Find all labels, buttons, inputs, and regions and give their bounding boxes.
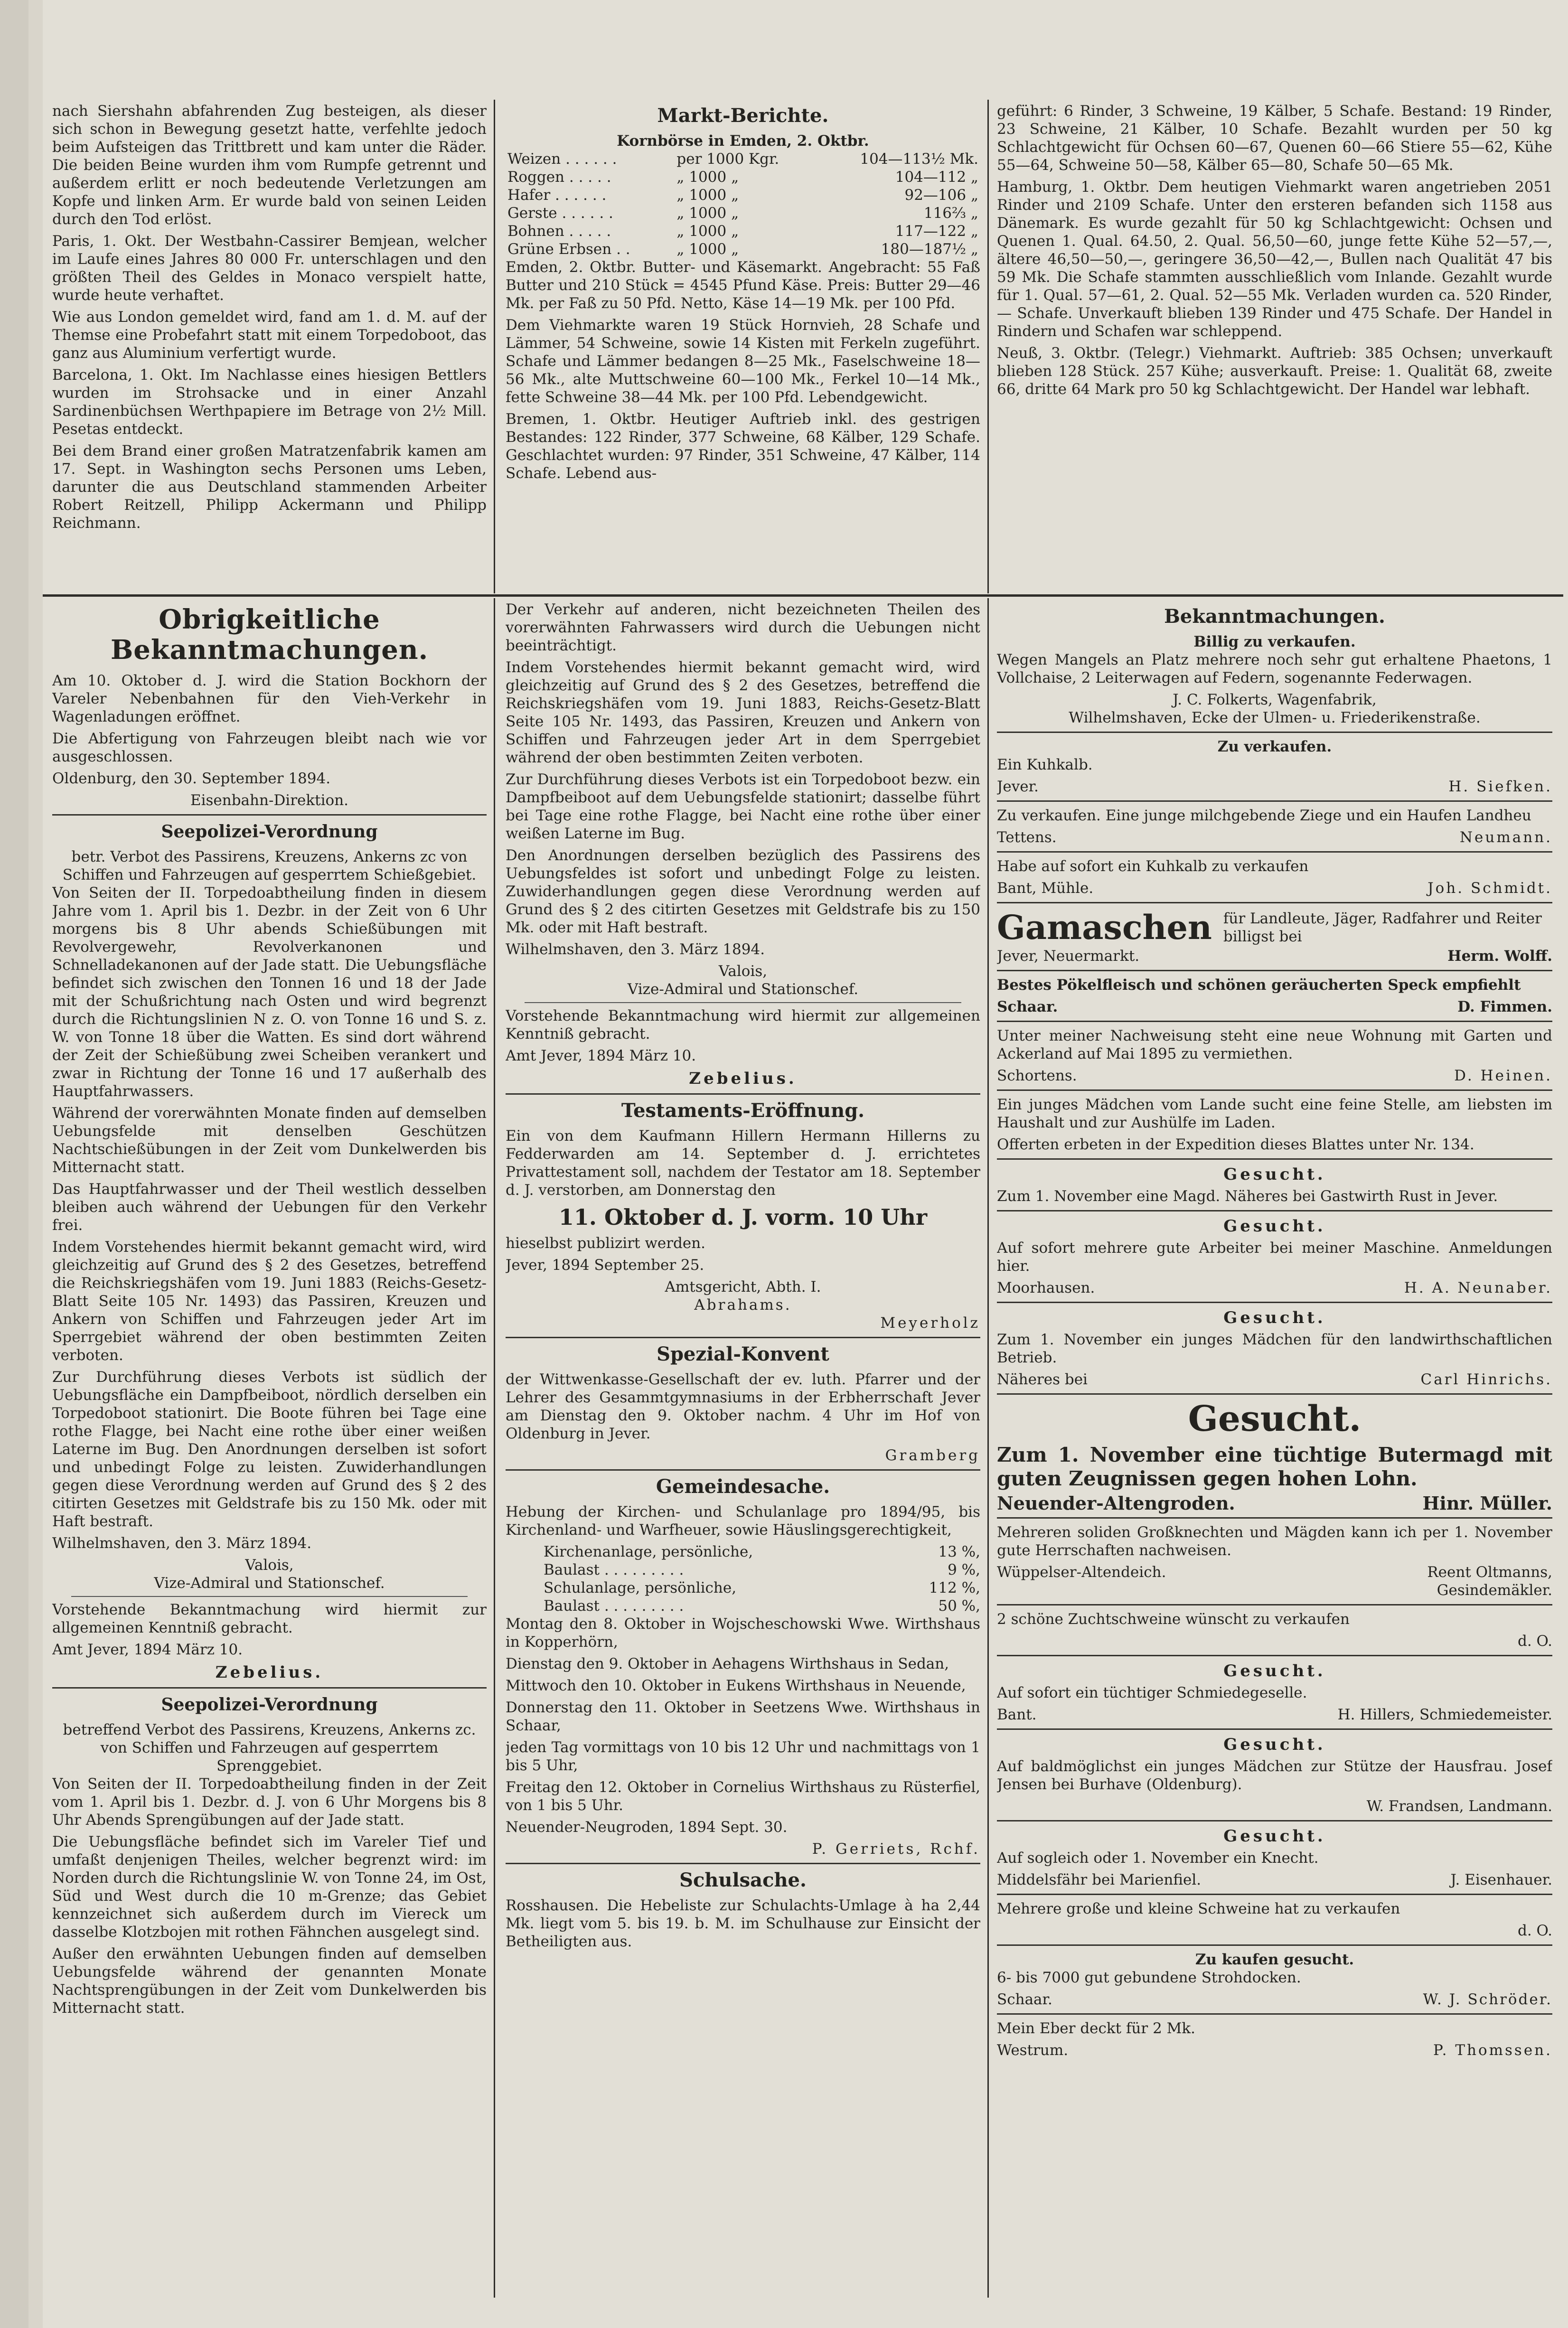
ad-footer: Neuender-Altengroden. Hinr. Müller.: [997, 1493, 1552, 1514]
notice-date: Neuender-Neugroden, 1894 Sept. 30.: [506, 1819, 788, 1836]
divider: [997, 1158, 1552, 1160]
notice-signature: Valois,: [718, 963, 768, 980]
ad-heading: Zu kaufen gesucht.: [1195, 1951, 1354, 1968]
market-title: Markt-Berichte.: [657, 104, 829, 127]
notice-date: Wilhelmshaven, den 3. März 1894.: [506, 941, 765, 958]
divider: [525, 1002, 961, 1003]
grain-price-table: [506, 150, 980, 258]
ad-heading: Billig zu verkaufen.: [1193, 633, 1356, 650]
ad-text: Mehrere große und kleine Schweine hat zu verkaufen: [997, 1900, 1400, 1917]
notice-paragraph: Hebung der Kirchen- und Schulanlage pro 1894/95, bis Kirchenland- und Warfheuer, sowie Häuslingsgerechtigkeit,: [506, 1503, 980, 1539]
sea-police-title: Seepolizei-Verordnung: [161, 1695, 378, 1715]
ad-heading: Gesucht.: [1223, 1662, 1326, 1680]
divider: [506, 1337, 980, 1338]
notice-date: Jever, 1894 September 25.: [506, 1257, 704, 1274]
column-rule: [987, 598, 989, 2298]
notice-paragraph: Das Hauptfahrwasser und der Theil westlich desselben bleiben auch während der Uebungen für den Verkehr frei.: [52, 1181, 487, 1234]
ad-footer: Schaar. W. J. Schröder.: [997, 1991, 1552, 2008]
ad-text: Zum 1. November eine Magd. Näheres bei Gastwirth Rust in Jever.: [997, 1188, 1498, 1205]
notice-paragraph: Von Seiten der II. Torpedoabtheilung finden in der Zeit vom 1. April bis 1. Dezbr. d. J. von 6 Uhr Morgens bis 8 Uhr Abends Sprengübungen auf der Jade statt.: [52, 1775, 487, 1829]
divider: [997, 970, 1552, 971]
market-paragraph: Neuß, 3. Oktbr. (Telegr.) Viehmarkt. Auftrieb: 385 Ochsen; unverkauft blieben 128 Stück. 257 Kühe; ausverkauft. Preise: 1. Qualität 68, zweite 66, dritte 64 Mark pro 50 kg Schlachtgewicht. Der Handel war lebhaft.: [997, 345, 1552, 398]
ad-footer: Jever, Neuermarkt. Herm. Wolff.: [997, 948, 1552, 965]
divider: [997, 1604, 1552, 1605]
notice-signature: Valois,: [245, 1557, 294, 1574]
divider: [997, 1089, 1552, 1091]
sea-police-title: Seepolizei-Verordnung: [161, 822, 378, 842]
ad-text: 2 schöne Zuchtschweine wünscht zu verkaufen: [997, 1611, 1350, 1628]
ad-heading: Zu verkaufen.: [1217, 738, 1332, 755]
list-item: Baulast . . . . . . . . . 9 %,: [544, 1561, 980, 1578]
notice-paragraph: Den Anordnungen derselben bezüglich des Passirens des Uebungsfeldes ist sofort und unbedingt Folge zu leisten. Zuwiderhandlungen gegen diese Verordnung werden auf Grund des § 2 des citirten Gesetzes mit Geldstrafe bis zu 150 Mk. oder mit Haft bestraft.: [506, 847, 980, 936]
newspaper-page: [43, 0, 1568, 2328]
notice-paragraph: Freitag den 12. Oktober in Cornelius Wirthshaus zu Rüsterfiel, von 1 bis 5 Uhr.: [506, 1779, 980, 1814]
notice-paragraph: Am 10. Oktober d. J. wird die Station Bockhorn der Vareler Nebenbahnen für den Vieh-Verkehr in Wagenladungen eröffnet.: [52, 672, 487, 725]
notice-paragraph: Ein von dem Kaufmann Hillern Hermann Hillerns zu Fedderwarden am 14. September d. J. errichtetes Privattestament soll, nachdem der Testator am 18. September d. J. verstorben, am Donnerstag den: [506, 1127, 980, 1199]
divider: [71, 1596, 468, 1597]
ad-footer: Näheres bei Carl Hinrichs.: [997, 1371, 1552, 1388]
ad-text: Auf sofort ein tüchtiger Schmiedegeselle.: [997, 1684, 1307, 1701]
market-paragraph: Bremen, 1. Oktbr. Heutiger Auftrieb inkl. des gestrigen Bestandes: 122 Rinder, 377 Schweine, 68 Kälber, 129 Schafe. Geschlachtet wurden: 97 Rinder, 351 Schweine, 47 Kälber, 114 Schafe. Lebend aus-: [506, 411, 980, 482]
ad-text: 6- bis 7000 gut gebundene Strohdocken.: [997, 1969, 1301, 1986]
notice-paragraph: Dienstag den 9. Oktober in Aehagens Wirthshaus in Sedan,: [506, 1655, 949, 1672]
ad-heading: Gesucht.: [1223, 1827, 1326, 1846]
official-notices-title: Obrigkeitliche Bekanntmachungen.: [110, 604, 429, 666]
ad-heading: Gesucht.: [1223, 1735, 1326, 1754]
notice-paragraph: Vorstehende Bekanntmachung wird hiermit zur allgemeinen Kenntniß gebracht.: [506, 1007, 980, 1042]
divider: [52, 814, 487, 816]
notice-signature-title: Vize-Admiral und Stationschef.: [154, 1575, 385, 1592]
levy-list: [506, 1543, 980, 1615]
sea-police-subtitle: betreffend Verbot des Passirens, Kreuzens, Ankerns zc. von Schiffen und Fahrzeugen auf gesperrtem Sprenggebiet.: [63, 1721, 476, 1774]
table-row: Hafer . . . . . . „ 1000 „ 92—106 „: [507, 187, 978, 204]
notice-paragraph: Die Uebungsfläche befindet sich im Vareler Tief und umfaßt denjenigen Theiles, welcher begrenzt wird: im Norden durch die Richtungslinie W. von Tonne 24, im Ost, Süd und West durch die 10 m-Grenze; das Gebiet kennzeichnet sich außerdem durch im Viereck um dasselbe Klotzbojen mit rothen Fähnchen ausgelegt sind.: [52, 1833, 487, 1941]
notice-paragraph: Vorstehende Bekanntmachung wird hiermit zur allgemeinen Kenntniß gebracht.: [52, 1601, 487, 1636]
ad-heading: Gamaschen: [997, 908, 1212, 947]
ad-text: Unter meiner Nachweisung steht eine neue Wohnung mit Garten und Ackerland auf Mai 1895 zu vermiethen.: [997, 1027, 1552, 1062]
notice-paragraph: Mittwoch den 10. Oktober in Eukens Wirthshaus in Neuende,: [506, 1677, 966, 1694]
notice-date: Amt Jever, 1894 März 10.: [52, 1641, 243, 1658]
court-name: Amtsgericht, Abth. I.: [665, 1278, 821, 1295]
divider: [997, 1021, 1552, 1022]
divider: [997, 1302, 1552, 1303]
market-subtitle: Kornbörse in Emden, 2. Oktbr.: [617, 132, 869, 150]
list-item: Kirchenanlage, persönliche, 13 %,: [544, 1543, 980, 1560]
market-reports: [506, 100, 980, 591]
divider: [997, 902, 1552, 903]
notice-paragraph: Indem Vorstehendes hiermit bekannt gemacht wird, wird gleichzeitig auf Grund des § 2 des Gesetzes, betreffend die Reichskriegshäfen vom 19. Juni 1883 (Reichs-Gesetz-Blatt Seite 105 Nr. 1493) das Passiren, Kreuzen und Ankern von Schiffen und Fahrzeugen jeder Art im Sperrgebiet während der oben bestimmten Zeiten verboten.: [52, 1239, 487, 1364]
ad-signature: W. Frandsen, Landmann.: [1366, 1798, 1552, 1815]
divider: [997, 1944, 1552, 1946]
notice-paragraph: Außer den erwähnten Uebungen finden auf demselben Uebungsfelde während der genannten Monate Nachtsprengübungen in der Zeit vom Dunkelwerden bis Mitternacht statt.: [52, 1945, 487, 2017]
notice-signature: Meyerholz: [880, 1314, 980, 1332]
divider: [997, 1894, 1552, 1895]
notices-column-2: [506, 601, 980, 2295]
notice-paragraph: jeden Tag vormittags von 10 bis 12 Uhr und nachmittags von 1 bis 5 Uhr,: [506, 1739, 980, 1774]
ad-footer: Tettens. Neumann.: [997, 829, 1552, 846]
ad-footer: Bant. H. Hillers, Schmiedemeister.: [997, 1706, 1552, 1723]
notice-signature: Zebelius.: [215, 1663, 324, 1682]
sea-police-subtitle: betr. Verbot des Passirens, Kreuzens, Ankerns zc von Schiffen und Fahrzeugen auf gesperrtem Schießgebiet.: [62, 848, 477, 883]
news-paragraph: nach Siershahn abfahrenden Zug besteigen, als dieser sich schon in Bewegung gesetzt hatte, verfehlte jedoch beim Aufsteigen das Trittbrett und kam unter die Räder. Die beiden Beine wurden ihm vom Rumpfe getrennt und außerdem erlitt er noch bedeutende Verletzungen am Kopfe und linken Arm. Er wurde bald von seinen Leiden durch den Tod erlöst.: [52, 103, 487, 228]
market-paragraph: geführt: 6 Rinder, 3 Schweine, 19 Kälber, 5 Schafe. Bestand: 19 Rinder, 23 Schweine, 21 Kälber, 10 Schafe. Bezahlt wurden per 50 kg Schlachtgewicht für Ochsen 60—67, Quenen 60—66 Stiere 55—62, Kühe 55—64, Schweine 50—58, Kälber 65—80, Schafe 50—65 Mk.: [997, 103, 1552, 174]
divider: [997, 1820, 1552, 1821]
notice-paragraph: Montag den 8. Oktober in Wojscheschowski Wwe. Wirthshaus in Kopperhörn,: [506, 1615, 980, 1651]
divider: [997, 800, 1552, 802]
ad-text: Ein Kuhkalb.: [997, 756, 1093, 773]
notice-paragraph: Während der vorerwähnten Monate finden auf demselben Uebungsfelde mit denselben Geschützen Nachtschießübungen in der Zeit vom Dunkelwerden bis Mitternacht statt.: [52, 1105, 487, 1176]
divider: [997, 1655, 1552, 1656]
list-item: Schulanlage, persönliche, 112 %,: [544, 1579, 980, 1596]
ad-text: Habe auf sofort ein Kuhkalb zu verkaufen: [997, 858, 1309, 875]
advertisements-column: [997, 601, 1552, 2295]
ad-footer: Westrum. P. Thomssen.: [997, 2042, 1552, 2059]
ad-footer: Jever. H. Siefken.: [997, 778, 1552, 795]
table-row: Bohnen . . . . . „ 1000 „ 117—122 „: [507, 223, 978, 240]
ad-text: Mein Eber deckt für 2 Mk.: [997, 2020, 1196, 2037]
binding-gutter: [0, 0, 30, 2328]
ad-address: Wilhelmshaven, Ecke der Ulmen- u. Friederikenstraße.: [1069, 709, 1481, 726]
judge-name: Abrahams.: [694, 1296, 792, 1314]
divider: [997, 732, 1552, 733]
divider: [52, 1687, 487, 1689]
news-paragraph: Barcelona, 1. Okt. Im Nachlasse eines hiesigen Bettlers wurden im Strohsacke und in einer Anzahl Sardinenbüchsen Werthpapiere im Betrage von 2½ Mill. Pesetas entdeckt.: [52, 366, 487, 438]
column-rule: [987, 100, 989, 593]
ad-text: Auf baldmöglichst ein junges Mädchen zur Stütze der Hausfrau. Josef Jensen bei Burhave (Oldenburg).: [997, 1758, 1552, 1793]
notice-signature: Zebelius.: [689, 1069, 797, 1088]
divider: [506, 1469, 980, 1471]
notice-paragraph: Von Seiten der II. Torpedoabtheilung finden in diesem Jahre vom 1. April bis 1. Dezbr. in der Zeit von 6 Uhr morgens bis 8 Uhr abends Schießübungen mit Revolvergewehr, Revolverkanonen und Schnelladekanonen auf der Jade statt. Die Uebungsfläche befindet sich zwischen den Tonnen 16 und 18 der Jade mit der Schußrichtung nach Osten und wird begrenzt durch die Richtungslinien N z. O. von Tonne 16 und S. z. W. von Tonne 18 über die Watten. Es sind dort während der Zeit der Schießübung zwei Scheiben verankert und zwar in Richtung der Tonne 16 und 17 außerhalb des Hauptfahrwassers.: [52, 884, 487, 1100]
divider: [997, 851, 1552, 853]
news-paragraph: Paris, 1. Okt. Der Westbahn-Cassirer Bemjean, welcher im Laufe eines Jahres 80 000 Fr. unterschlagen und den größten Theil des Geldes in Monaco verspielt hatte, wurde heute verhaftet.: [52, 233, 487, 304]
market-paragraph: Dem Viehmarkte waren 19 Stück Hornvieh, 28 Schafe und Lämmer, 54 Schweine, sowie 14 Kisten mit Ferkeln zugeführt. Schafe und Lämmer bedangen 8—25 Mk., Faselschweine 18—56 Mk., alte Muttschweine 60—100 Mk., Ferkel 10—14 Mk., fette Schweine 38—44 Mk. per 100 Pfd. Lebendgewicht.: [506, 317, 980, 406]
section-rule: [43, 594, 1563, 597]
ads-title: Bekanntmachungen.: [1164, 605, 1385, 628]
convent-title: Spezial-Konvent: [657, 1343, 829, 1365]
ad-heading: Gesucht.: [1223, 1165, 1326, 1184]
ad-text: Mehreren soliden Großknechten und Mägden kann ich per 1. November gute Herrschaften nachweisen.: [997, 1524, 1552, 1559]
notice-paragraph: Der Verkehr auf anderen, nicht bezeichneten Theilen des vorerwähnten Fahrwassers wird durch die Uebungen nicht beeinträchtigt.: [506, 601, 980, 654]
ad-text: Ein junges Mädchen vom Lande sucht eine feine Stelle, am liebsten im Haushalt und zur Aushülfe im Laden.: [997, 1096, 1552, 1131]
divider: [506, 1093, 980, 1095]
column-rule: [494, 598, 495, 2298]
ad-heading: Gesucht.: [1188, 1399, 1361, 1439]
notice-signature: Eisenbahn-Direktion.: [190, 792, 349, 809]
table-row: Grüne Erbsen . . „ 1000 „ 180—187½ „: [507, 241, 978, 258]
notice-paragraph: Zur Durchführung dieses Verbots ist südlich der Uebungsfläche ein Dampfbeiboot, nördlich derselben ein Torpedoboot stationirt. Die Boote führen bei Tage eine rothe Flagge, bei Nacht eine rothe über einer weißen Laterne im Bug. Den Anordnungen derselben ist sofort und unbedingt Folge zu leisten. Zuwiderhandlungen gegen diese Verordnung werden auf Grund des § 2 des citirten Gesetzes mit Geldstrafe bis zu 150 Mk. oder mit Haft bestraft.: [52, 1369, 487, 1530]
table-row: Roggen . . . . . „ 1000 „ 104—112 „: [507, 169, 978, 186]
notice-date: Wilhelmshaven, den 3. März 1894.: [52, 1535, 312, 1552]
ad-footer: Schortens. D. Heinen.: [997, 1067, 1552, 1084]
notice-signature: Gramberg: [885, 1447, 980, 1464]
ad-text: Offerten erbeten in der Expedition dieses Blattes unter Nr. 134.: [997, 1136, 1474, 1153]
notice-paragraph: Zur Durchführung dieses Verbots ist ein Torpedoboot bezw. ein Dampfbeiboot auf dem Uebungsfelde stationirt; dasselbe führt bei Tage eine rothe Flagge, bei Nacht eine rothe über einer weißen Laterne im Bug.: [506, 771, 980, 842]
market-paragraph: Emden, 2. Oktbr. Butter- und Käsemarkt. Angebracht: 55 Faß Butter und 210 Stück = 4545 Pfund Käse. Preis: Butter 29—46 Mk. per Faß zu 50 Pfd. Netto, Käse 14—19 Mk. per 100 Pfd.: [506, 259, 980, 312]
column-rule: [494, 100, 495, 593]
market-reports-continued: [997, 102, 1552, 591]
ad-text: Auf sofort mehrere gute Arbeiter bei meiner Maschine. Anmeldungen hier.: [997, 1239, 1552, 1275]
municipal-title: Gemeindesache.: [656, 1475, 830, 1498]
ad-text: Zu verkaufen. Eine junge milchgebende Ziege und ein Haufen Landheu: [997, 807, 1531, 824]
notice-paragraph: Donnerstag den 11. Oktober in Seetzens Wwe. Wirthshaus in Schaar,: [506, 1699, 980, 1734]
notice-paragraph: Indem Vorstehendes hiermit bekannt gemacht wird, wird gleichzeitig auf Grund des § 2 des Gesetzes, betreffend die Reichskriegshäfen vom 19. Juni 1883, Reichs-Gesetz-Blatt Seite 105 Nr. 1493, das Passiren, Kreuzen und Ankern von Schiffen und Fahrzeugen jeder Art in dem Sperrgebiet während der oben bestimmten Zeiten verboten.: [506, 659, 980, 766]
testament-date: 11. Oktober d. J. vorm. 10 Uhr: [558, 1204, 928, 1230]
list-item: Baulast . . . . . . . . . 50 %,: [544, 1597, 980, 1615]
ad-signature: Gesindemäkler.: [1437, 1582, 1552, 1599]
ad-signature: J. C. Folkerts, Wagenfabrik,: [1173, 691, 1377, 708]
divider: [997, 1210, 1552, 1211]
table-row: Weizen . . . . . . per 1000 Kgr. 104—113½ Mk.: [507, 150, 978, 168]
notice-signature: P. Gerriets, Rchf.: [812, 1840, 980, 1858]
notice-date: Amt Jever, 1894 März 10.: [506, 1047, 696, 1064]
notice-paragraph: Rosshausen. Die Hebeliste zur Schulachts-Umlage à ha 2,44 Mk. liegt vom 5. bis 19. b. M. im Schulhause zur Einsicht der Betheiligten aus.: [506, 1897, 980, 1950]
ad-text: Zum 1. November eine tüchtige Butermagd mit guten Zeugnissen gegen hohen Lohn.: [997, 1443, 1552, 1490]
notice-paragraph: der Wittwenkasse-Gesellschaft der ev. luth. Pfarrer und der Lehrer des Gesammtgymnasiums in der Erbherrschaft Jever am Dienstag den 9. Oktober nachm. 4 Uhr im Hof von Oldenburg in Jever.: [506, 1371, 980, 1442]
ad-text: Zum 1. November ein junges Mädchen für den landwirthschaftlichen Betrieb.: [997, 1331, 1552, 1366]
divider: [997, 1728, 1552, 1730]
divider: [997, 1393, 1552, 1395]
school-title: Schulsache.: [679, 1869, 807, 1891]
ad-signature: d. O.: [1517, 1922, 1552, 1939]
ad-text: Auf sogleich oder 1. November ein Knecht.: [997, 1849, 1319, 1867]
notice-signature-title: Vize-Admiral und Stationschef.: [627, 981, 859, 998]
official-notices-column: [52, 601, 487, 2295]
ad-text: Bestes Pökelfleisch und schönen geräucherten Speck empfiehlt: [997, 976, 1521, 994]
news-column-1: [52, 102, 487, 591]
divider: [506, 1863, 980, 1864]
ad-footer: Middelsfähr bei Marienfiel. J. Eisenhauer.: [997, 1871, 1552, 1888]
divider: [997, 1517, 1552, 1519]
binding-edge: [28, 0, 43, 2328]
ad-footer: Schaar. D. Fimmen.: [997, 998, 1552, 1015]
notice-date: Oldenburg, den 30. September 1894.: [52, 770, 331, 787]
testament-title: Testaments-Eröffnung.: [621, 1099, 865, 1122]
news-paragraph: Wie aus London gemeldet wird, fand am 1. d. M. auf der Themse eine Probefahrt statt mit einem Torpedoboot, das ganz aus Aluminium verfertigt wurde.: [52, 309, 487, 362]
ad-footer: Wüppelser-Altendeich. Reent Oltmanns,: [997, 1564, 1552, 1581]
notice-paragraph: Die Abfertigung von Fahrzeugen bleibt nach wie vor ausgeschlossen.: [52, 730, 487, 765]
ad-heading: Gesucht.: [1223, 1217, 1326, 1236]
table-row: Gerste . . . . . . „ 1000 „ 116⅔ „: [507, 205, 978, 222]
ad-text: für Landleute, Jäger, Radfahrer und Reiter billigst bei: [1223, 910, 1542, 945]
ad-text: Wegen Mangels an Platz mehrere noch sehr gut erhaltene Phaetons, 1 Vollchaise, 2 Leiterwagen auf Federn, sogenannte Federwagen.: [997, 651, 1552, 686]
ad-footer: Moorhausen. H. A. Neunaber.: [997, 1279, 1552, 1296]
ad-footer: Bant, Mühle. Joh. Schmidt.: [997, 880, 1552, 897]
divider: [997, 2013, 1552, 2015]
ad-signature: d. O.: [1517, 1633, 1552, 1650]
market-paragraph: Hamburg, 1. Oktbr. Dem heutigen Viehmarkt waren angetrieben 2051 Rinder und 2109 Schafe. Unter den ersteren befanden sich 1158 aus Dänemark. Es wurde gezahlt für 50 kg Schlachtgewicht: Ochsen und Quenen 1. Qual. 64.50, 2. Qual. 56,50—60, junge fette Kühe 52—57,—, ältere 46,50—50,—, geringere 36,50—42,—, Bullen nach Qualität 47 bis 59 Mk. Die Schafe stammten ausschließlich vom Inlande. Gezahlt wurde für 1. Qual. 57—61, 2. Qual. 52—55 Mk. Verladen wurden ca. 520 Rinder, — Schafe. Unverkauft blieben 139 Rinder und 475 Schafe. Der Handel in Rindern und Schafen war schleppend.: [997, 178, 1552, 340]
news-paragraph: Bei dem Brand einer großen Matratzenfabrik kamen am 17. Sept. in Washington sechs Personen ums Leben, darunter die aus Deutschland stammenden Arbeiter Robert Reitzell, Philipp Ackermann und Philipp Reichmann.: [52, 442, 487, 532]
gaiters-ad: [997, 908, 1552, 947]
notice-paragraph: hieselbst publizirt werden.: [506, 1235, 706, 1252]
ad-heading: Gesucht.: [1223, 1308, 1326, 1327]
